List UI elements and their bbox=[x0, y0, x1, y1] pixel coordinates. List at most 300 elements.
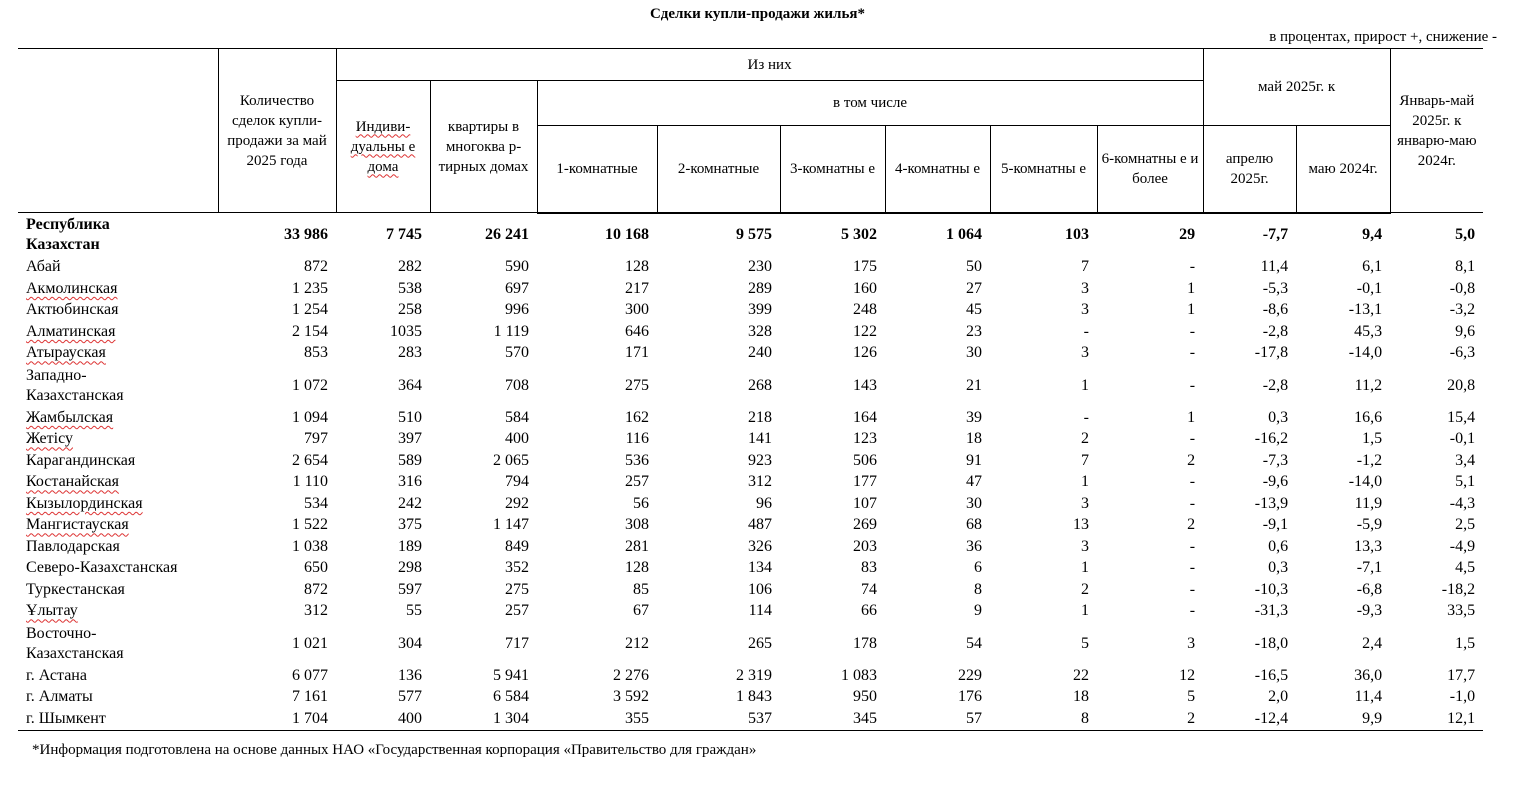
header-including: в том числе bbox=[537, 81, 1203, 126]
cell-value: - bbox=[1189, 602, 1196, 620]
cell-value: 375 bbox=[398, 516, 422, 534]
cell-value: 85 bbox=[633, 580, 649, 598]
cell-value: 2,0 bbox=[1268, 688, 1289, 706]
cell-value: 17,7 bbox=[1447, 666, 1476, 684]
cell-value: 506 bbox=[853, 451, 877, 469]
cell-value: 176 bbox=[958, 688, 982, 706]
cell-value: 20,8 bbox=[1447, 376, 1476, 394]
cell-value: 212 bbox=[625, 634, 649, 652]
cell-value: 289 bbox=[748, 279, 772, 297]
cell-value: - bbox=[1189, 494, 1196, 512]
cell-value: 797 bbox=[304, 430, 328, 448]
cell-value: 1 072 bbox=[292, 376, 328, 394]
region-name: Костанайская bbox=[26, 473, 119, 491]
header-2-room: 2-комнатные bbox=[657, 126, 780, 213]
cell-value: 1 119 bbox=[493, 322, 529, 340]
cell-value: 7 745 bbox=[386, 225, 422, 243]
cell-value: 0,3 bbox=[1268, 559, 1289, 577]
cell-value: 122 bbox=[853, 322, 877, 340]
cell-value: 275 bbox=[505, 580, 529, 598]
table-row bbox=[18, 558, 1483, 580]
region-name: Акмолинская bbox=[26, 279, 118, 297]
cell-value: 312 bbox=[748, 473, 772, 491]
cell-value: 1 bbox=[1187, 408, 1196, 426]
cell-value: -14,0 bbox=[1348, 473, 1383, 491]
cell-value: 33 986 bbox=[284, 225, 328, 243]
cell-value: 537 bbox=[657, 708, 780, 730]
cell-value: 2 654 bbox=[292, 451, 328, 469]
header-region bbox=[18, 49, 218, 213]
cell-value: 3 bbox=[1081, 279, 1089, 297]
cell-value: 54 bbox=[966, 634, 982, 652]
cell-value: -10,3 bbox=[1254, 580, 1289, 598]
cell-value: 487 bbox=[748, 516, 772, 534]
cell-value: 950 bbox=[853, 688, 877, 706]
cell-value: 23 bbox=[966, 322, 982, 340]
cell-value: 355 bbox=[537, 708, 657, 730]
cell-value: 577 bbox=[398, 688, 422, 706]
cell-value: -0,8 bbox=[1449, 279, 1476, 297]
cell-value: 9,4 bbox=[1362, 226, 1383, 243]
cell-value: 849 bbox=[505, 537, 529, 555]
cell-value: 510 bbox=[398, 408, 422, 426]
cell-value: 6 584 bbox=[493, 688, 529, 706]
cell-value: -13,1 bbox=[1348, 301, 1383, 319]
table-row bbox=[18, 708, 1483, 730]
cell-value: 8 bbox=[990, 708, 1097, 730]
cell-value: 11,2 bbox=[1354, 376, 1383, 394]
cell-value: 3,4 bbox=[1455, 451, 1476, 469]
cell-value: 242 bbox=[398, 494, 422, 512]
cell-value: 1 021 bbox=[292, 634, 328, 652]
cell-value: 328 bbox=[748, 322, 772, 340]
region-name: Туркестанская bbox=[26, 580, 125, 598]
header-6-room: 6-комнатны е и более bbox=[1097, 126, 1203, 213]
cell-value: 57 bbox=[885, 708, 990, 730]
region-name: Западно- Казахстанская bbox=[26, 366, 124, 404]
table-row bbox=[18, 450, 1483, 472]
cell-value: -14,0 bbox=[1348, 344, 1383, 362]
table-row bbox=[18, 213, 1483, 257]
cell-value: - bbox=[1083, 322, 1089, 340]
cell-value: -17,8 bbox=[1254, 344, 1289, 362]
cell-value: 1 083 bbox=[841, 666, 877, 684]
cell-value: 8,1 bbox=[1455, 258, 1476, 276]
cell-value: 45 bbox=[966, 301, 982, 319]
cell-value: 15,4 bbox=[1447, 408, 1476, 426]
cell-value: 178 bbox=[853, 634, 877, 652]
cell-value: 996 bbox=[505, 301, 529, 319]
cell-value: 106 bbox=[748, 580, 772, 598]
cell-value: 164 bbox=[853, 408, 877, 426]
cell-value: 258 bbox=[398, 301, 422, 319]
cell-value: 400 bbox=[336, 708, 430, 730]
cell-value: -7,1 bbox=[1356, 559, 1383, 577]
cell-value: 13 bbox=[1073, 516, 1089, 534]
header-apr: апрелю 2025г. bbox=[1203, 126, 1296, 213]
cell-value: 177 bbox=[853, 473, 877, 491]
cell-value: 134 bbox=[748, 559, 772, 577]
table-row bbox=[18, 429, 1483, 451]
cell-value: 218 bbox=[748, 408, 772, 426]
cell-value: 6,1 bbox=[1362, 258, 1383, 276]
cell-value: 126 bbox=[853, 344, 877, 362]
cell-value: 8 bbox=[974, 580, 982, 598]
table-row bbox=[18, 257, 1483, 279]
cell-value: 1 254 bbox=[292, 301, 328, 319]
cell-value: 7 161 bbox=[292, 688, 328, 706]
cell-value: 1 bbox=[1081, 602, 1089, 620]
header-may-to: май 2025г. к bbox=[1203, 49, 1390, 126]
cell-value: 36,0 bbox=[1354, 666, 1383, 684]
cell-value: 27 bbox=[966, 279, 982, 297]
cell-value: 1 038 bbox=[292, 537, 328, 555]
cell-value: 55 bbox=[406, 602, 422, 620]
cell-value: 12 bbox=[1179, 666, 1196, 684]
table-row bbox=[18, 665, 1483, 687]
cell-value: 203 bbox=[853, 537, 877, 555]
footnote: *Информация подготовлена на основе данных НАО «Государственная корпорация «Правительство для граждан» bbox=[32, 742, 757, 758]
cell-value: 300 bbox=[625, 301, 649, 319]
cell-value: 11,4 bbox=[1354, 688, 1383, 706]
region-name: Северо-Казахстанская bbox=[26, 559, 178, 577]
region-name: Алматинская bbox=[26, 322, 116, 340]
cell-value: 26 241 bbox=[485, 225, 529, 243]
cell-value: 6 077 bbox=[292, 666, 328, 684]
cell-value: - bbox=[1189, 376, 1196, 394]
cell-value: 400 bbox=[505, 430, 529, 448]
cell-value: -0,1 bbox=[1356, 279, 1383, 297]
cell-value: - bbox=[1189, 430, 1196, 448]
cell-value: 717 bbox=[505, 634, 529, 652]
cell-value: 584 bbox=[505, 408, 529, 426]
region-name: Ұлытау bbox=[26, 602, 78, 620]
cell-value: 345 bbox=[780, 708, 885, 730]
cell-value: - bbox=[1189, 322, 1196, 340]
cell-value: 162 bbox=[625, 408, 649, 426]
cell-value: 45,3 bbox=[1354, 322, 1383, 340]
cell-value: 50 bbox=[966, 258, 982, 276]
cell-value: 2 bbox=[1187, 516, 1196, 534]
cell-value: 1 064 bbox=[946, 226, 982, 243]
region-name: Павлодарская bbox=[26, 537, 120, 555]
region-name: Карагандинская bbox=[26, 451, 136, 469]
cell-value: 22 bbox=[1073, 666, 1089, 684]
cell-value: 265 bbox=[748, 634, 772, 652]
table-row bbox=[18, 343, 1483, 365]
cell-value: 2 319 bbox=[736, 666, 772, 684]
cell-value: 96 bbox=[756, 494, 772, 512]
cell-value: - bbox=[1189, 580, 1196, 598]
cell-value: 4,5 bbox=[1455, 559, 1476, 577]
cell-value: 114 bbox=[748, 602, 772, 620]
cell-value: 21 bbox=[966, 376, 982, 394]
cell-value: - bbox=[1083, 408, 1089, 426]
region-name: Актюбинская bbox=[26, 301, 119, 319]
cell-value: 298 bbox=[398, 559, 422, 577]
cell-value: 281 bbox=[625, 537, 649, 555]
cell-value: 1 235 bbox=[292, 279, 328, 297]
cell-value: 74 bbox=[861, 580, 877, 598]
cell-value: 5,1 bbox=[1455, 473, 1476, 491]
cell-value: 9,9 bbox=[1296, 708, 1390, 730]
cell-value: 570 bbox=[505, 344, 529, 362]
cell-value: -7,3 bbox=[1262, 451, 1289, 469]
header-jan-may: Январь-май 2025г. к январю-маю 2024г. bbox=[1390, 49, 1483, 213]
header-5-room: 5-комнатны е bbox=[990, 126, 1097, 213]
cell-value: 304 bbox=[398, 634, 422, 652]
cell-value: 5 bbox=[1081, 634, 1089, 652]
table-row bbox=[18, 622, 1483, 665]
cell-value: 1 147 bbox=[493, 516, 529, 534]
cell-value: 47 bbox=[966, 473, 982, 491]
cell-value: 123 bbox=[853, 430, 877, 448]
cell-value: 399 bbox=[748, 301, 772, 319]
cell-value: 3 bbox=[1081, 537, 1089, 555]
cell-value: 283 bbox=[398, 344, 422, 362]
cell-value: 230 bbox=[748, 258, 772, 276]
cell-value: 308 bbox=[625, 516, 649, 534]
cell-value: 5,0 bbox=[1455, 225, 1476, 243]
cell-value: 5 bbox=[1187, 688, 1196, 706]
cell-value: 16,6 bbox=[1354, 408, 1383, 426]
cell-value: 589 bbox=[398, 451, 422, 469]
table-body bbox=[18, 213, 1483, 731]
cell-value: 538 bbox=[398, 279, 422, 297]
cell-value: 2 bbox=[1097, 708, 1203, 730]
cell-value: -4,3 bbox=[1449, 494, 1476, 512]
table-title: Сделки купли-продажи жилья* bbox=[649, 6, 866, 22]
cell-value: 175 bbox=[853, 258, 877, 276]
cell-value: 1035 bbox=[390, 322, 422, 340]
cell-value: 7 bbox=[1081, 258, 1089, 276]
cell-value: 5 941 bbox=[493, 666, 529, 684]
cell-value: 2 154 bbox=[292, 322, 328, 340]
cell-value: 292 bbox=[505, 494, 529, 512]
cell-value: 1 704 bbox=[218, 708, 336, 730]
cell-value: 282 bbox=[398, 258, 422, 276]
header-4-room: 4-комнатны е bbox=[885, 126, 990, 213]
cell-value: 2 bbox=[1081, 580, 1089, 598]
cell-value: -2,8 bbox=[1262, 322, 1289, 340]
header-3-room: 3-комнатны е bbox=[780, 126, 885, 213]
cell-value: 1,5 bbox=[1455, 634, 1476, 652]
cell-value: 597 bbox=[398, 580, 422, 598]
cell-value: 872 bbox=[304, 258, 328, 276]
cell-value: -12,4 bbox=[1203, 708, 1296, 730]
cell-value: - bbox=[1189, 559, 1196, 577]
cell-value: -0,1 bbox=[1449, 430, 1476, 448]
cell-value: 2,5 bbox=[1455, 516, 1476, 534]
cell-value: - bbox=[1189, 473, 1196, 491]
cell-value: 352 bbox=[505, 559, 529, 577]
cell-value: 872 bbox=[304, 580, 328, 598]
table-row bbox=[18, 579, 1483, 601]
cell-value: 1 110 bbox=[292, 473, 328, 491]
cell-value: 0,6 bbox=[1268, 537, 1289, 555]
cell-value: -1,0 bbox=[1449, 688, 1476, 706]
cell-value: 39 bbox=[966, 408, 982, 426]
cell-value: 143 bbox=[853, 376, 877, 394]
header-individual: Индиви-дуальны е дома bbox=[336, 81, 430, 213]
cell-value: 240 bbox=[748, 344, 772, 362]
cell-value: 33,5 bbox=[1447, 602, 1476, 620]
cell-value: 217 bbox=[625, 279, 649, 297]
region-name: Кызылординская bbox=[26, 494, 143, 512]
cell-value: 1,5 bbox=[1362, 430, 1383, 448]
cell-value: 2 065 bbox=[493, 451, 529, 469]
cell-value: -6,3 bbox=[1449, 344, 1476, 362]
region-name: г. Шымкент bbox=[18, 708, 218, 730]
cell-value: 275 bbox=[625, 376, 649, 394]
housing-deals-table bbox=[18, 48, 1483, 731]
table-row bbox=[18, 407, 1483, 429]
cell-value: 534 bbox=[304, 494, 328, 512]
table-row bbox=[18, 493, 1483, 515]
cell-value: 1 094 bbox=[292, 408, 328, 426]
cell-value: 229 bbox=[958, 666, 982, 684]
cell-value: 853 bbox=[304, 344, 328, 362]
cell-value: 171 bbox=[625, 344, 649, 362]
cell-value: 107 bbox=[853, 494, 877, 512]
cell-value: 160 bbox=[853, 279, 877, 297]
header-1-room: 1-комнатные bbox=[537, 126, 657, 213]
cell-value: - bbox=[1189, 258, 1196, 276]
cell-value: 10 168 bbox=[605, 226, 649, 243]
cell-value: 3 bbox=[1081, 344, 1089, 362]
cell-value: 2 276 bbox=[613, 666, 649, 684]
cell-value: -4,9 bbox=[1449, 537, 1476, 555]
cell-value: 650 bbox=[304, 559, 328, 577]
table-row bbox=[18, 321, 1483, 343]
cell-value: 268 bbox=[748, 376, 772, 394]
cell-value: 2 bbox=[1187, 451, 1196, 469]
region-name: Абай bbox=[26, 258, 61, 276]
cell-value: 136 bbox=[398, 666, 422, 684]
cell-value: 697 bbox=[505, 279, 529, 297]
cell-value: 68 bbox=[966, 516, 982, 534]
cell-value: -31,3 bbox=[1254, 602, 1289, 620]
cell-value: 128 bbox=[625, 258, 649, 276]
cell-value: 91 bbox=[966, 451, 982, 469]
cell-value: 1 bbox=[1081, 376, 1089, 394]
cell-value: 1 bbox=[1187, 301, 1196, 319]
cell-value: 1 843 bbox=[736, 688, 772, 706]
cell-value: -1,2 bbox=[1356, 451, 1383, 469]
header-apartments: квартиры в многоква р-тирных домах bbox=[430, 81, 537, 213]
cell-value: 590 bbox=[505, 258, 529, 276]
cell-value: 12,1 bbox=[1390, 708, 1483, 730]
cell-value: 5 302 bbox=[841, 226, 877, 243]
cell-value: 67 bbox=[633, 602, 649, 620]
header-may: маю 2024г. bbox=[1296, 126, 1390, 213]
cell-value: 9 bbox=[974, 602, 982, 620]
table-row bbox=[18, 515, 1483, 537]
cell-value: 30 bbox=[966, 344, 982, 362]
cell-value: -9,3 bbox=[1356, 602, 1383, 620]
cell-value: 9 575 bbox=[736, 226, 772, 243]
cell-value: -13,9 bbox=[1254, 494, 1289, 512]
cell-value: 18 bbox=[966, 430, 982, 448]
cell-value: 30 bbox=[966, 494, 982, 512]
cell-value: -2,8 bbox=[1262, 376, 1289, 394]
header-of-which: Из них bbox=[336, 49, 1203, 81]
cell-value: -16,2 bbox=[1254, 430, 1289, 448]
cell-value: -6,8 bbox=[1356, 580, 1383, 598]
cell-value: 189 bbox=[398, 537, 422, 555]
cell-value: 9,6 bbox=[1455, 322, 1476, 340]
cell-value: 248 bbox=[853, 301, 877, 319]
cell-value: 364 bbox=[398, 376, 422, 394]
cell-value: 257 bbox=[505, 602, 529, 620]
cell-value: 708 bbox=[505, 376, 529, 394]
cell-value: -7,7 bbox=[1262, 226, 1289, 243]
table-row bbox=[18, 278, 1483, 300]
cell-value: -9,6 bbox=[1262, 473, 1289, 491]
cell-value: 2 bbox=[1081, 430, 1089, 448]
table-row bbox=[18, 536, 1483, 558]
table-row bbox=[18, 300, 1483, 322]
region-name: Жамбылская bbox=[26, 408, 114, 426]
cell-value: 128 bbox=[625, 559, 649, 577]
cell-value: 83 bbox=[861, 559, 877, 577]
cell-value: 1 bbox=[1081, 473, 1089, 491]
cell-value: 66 bbox=[861, 602, 877, 620]
cell-value: 13,3 bbox=[1354, 537, 1383, 555]
cell-value: 103 bbox=[1065, 226, 1089, 243]
cell-value: -5,3 bbox=[1262, 279, 1289, 297]
cell-value: 269 bbox=[853, 516, 877, 534]
cell-value: 326 bbox=[748, 537, 772, 555]
cell-value: 11,9 bbox=[1354, 494, 1383, 512]
cell-value: 3 592 bbox=[613, 688, 649, 706]
cell-value: 36 bbox=[966, 537, 982, 555]
cell-value: 18 bbox=[1073, 688, 1089, 706]
cell-value: 1 304 bbox=[430, 708, 537, 730]
cell-value: 257 bbox=[625, 473, 649, 491]
cell-value: -9,1 bbox=[1262, 516, 1289, 534]
region-name: Атырауская bbox=[26, 344, 106, 362]
region-name: Восточно- Казахстанская bbox=[26, 624, 124, 662]
cell-value: 1 bbox=[1081, 559, 1089, 577]
region-name: Жетісу bbox=[26, 430, 73, 448]
cell-value: 794 bbox=[505, 473, 529, 491]
cell-value: 11,4 bbox=[1260, 258, 1289, 276]
cell-value: -18,2 bbox=[1441, 580, 1476, 598]
table-row bbox=[18, 364, 1483, 407]
header-total: Количество сделок купли-продажи за май 2025 года bbox=[218, 49, 336, 213]
cell-value: 923 bbox=[748, 451, 772, 469]
cell-value: 3 bbox=[1081, 494, 1089, 512]
cell-value: 312 bbox=[304, 602, 328, 620]
cell-value: 29 bbox=[1179, 226, 1196, 243]
cell-value: -3,2 bbox=[1449, 301, 1476, 319]
cell-value: -18,0 bbox=[1254, 634, 1289, 652]
cell-value: - bbox=[1189, 537, 1196, 555]
cell-value: 1 522 bbox=[292, 516, 328, 534]
cell-value: 3 bbox=[1081, 301, 1089, 319]
units-note: в процентах, прирост +, снижение - bbox=[1269, 29, 1497, 45]
cell-value: 0,3 bbox=[1268, 408, 1289, 426]
region-name: г. Астана bbox=[26, 666, 87, 684]
cell-value: 6 bbox=[974, 559, 982, 577]
cell-value: -16,5 bbox=[1254, 666, 1289, 684]
region-name: Республика Казахстан bbox=[26, 215, 110, 253]
cell-value: -8,6 bbox=[1262, 301, 1289, 319]
cell-value: 646 bbox=[625, 322, 649, 340]
cell-value: 1 bbox=[1187, 279, 1196, 297]
cell-value: 316 bbox=[398, 473, 422, 491]
